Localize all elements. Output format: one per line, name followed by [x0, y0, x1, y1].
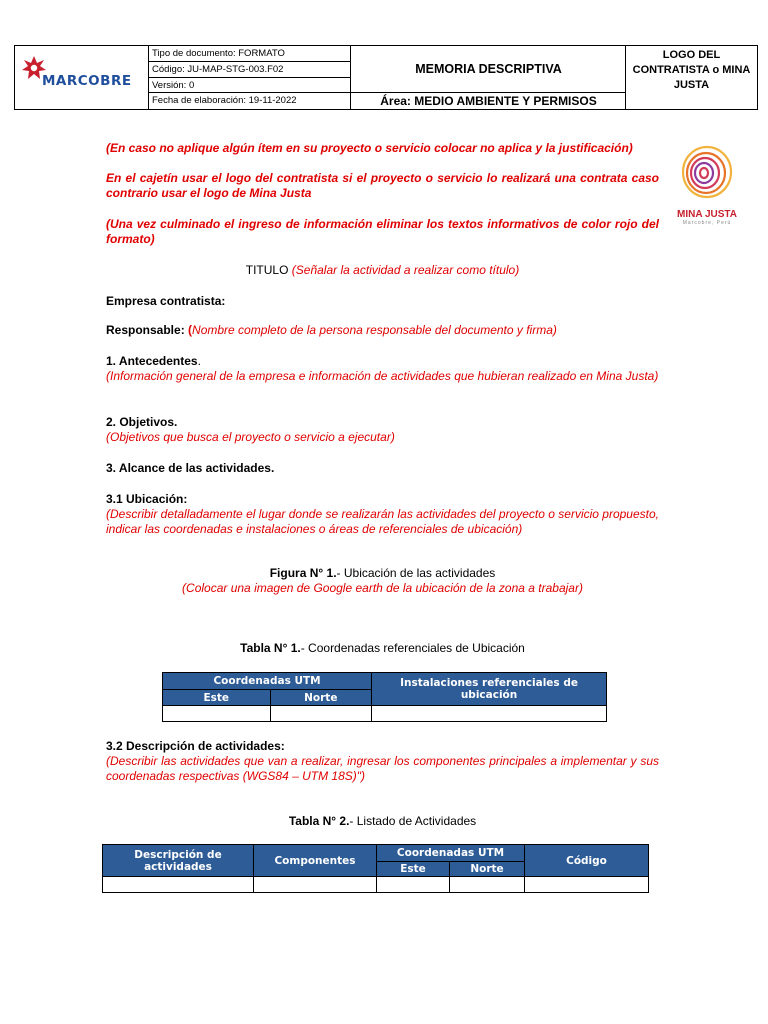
- titulo-hint: (Señalar la actividad a realizar como título): [291, 263, 520, 277]
- tabla1-header-norte: Norte: [270, 690, 372, 706]
- fingerprint-icon: [672, 142, 742, 204]
- contractor-logo-line1: LOGO DEL: [662, 49, 721, 61]
- antecedentes-heading: [106, 354, 659, 369]
- figura1-text: - Ubicación de las actividades: [336, 566, 496, 580]
- document-header: [14, 45, 758, 110]
- tabla1-header-este: Este: [163, 690, 271, 706]
- table-row: [163, 706, 607, 722]
- tabla2-header-norte: Norte: [450, 862, 525, 877]
- document-area: Área: MEDIO AMBIENTE Y PERMISOS: [380, 94, 597, 108]
- ubicacion-hint: (Describir detalladamente el lugar donde se realizarán las actividades del proyecto o servicio propuesto, indicar las coordenadas e instalaciones o áreas de referenciales de ubicación): [106, 507, 659, 536]
- tabla2-caption: [106, 814, 659, 828]
- mina-justa-wordmark: MINA JUSTA: [677, 209, 737, 220]
- empresa-label: Empresa contratista:: [106, 294, 226, 308]
- tabla1-cell-este[interactable]: [163, 706, 271, 722]
- doc-version: Versión: 0: [149, 78, 351, 94]
- tabla1-caption: [106, 641, 659, 655]
- antecedentes-hint: (Información general de la empresa e información de actividades que hubieran realizado en Mina Justa): [106, 369, 659, 383]
- marcobre-logo: [21, 54, 145, 94]
- marcobre-logo-cell: [15, 46, 149, 109]
- tabla2-header-este: Este: [377, 862, 450, 877]
- responsable-paren: (: [188, 323, 193, 337]
- alcance-title: 3. Alcance de las actividades.: [106, 461, 275, 475]
- contractor-logo-line2: CONTRATISTA o MINA: [632, 64, 751, 76]
- instruction-3: (Una vez culminado el ingreso de información eliminar los textos informativos de color rojo del formato): [106, 217, 659, 246]
- marcobre-wordmark: MARCOBRE: [42, 73, 132, 89]
- doc-type: Tipo de documento: FORMATO: [149, 46, 351, 62]
- figura1-label: Figura N° 1.: [269, 566, 337, 580]
- tabla2-header-utm: Coordenadas UTM: [377, 845, 525, 862]
- tabla2-cell-componentes[interactable]: [254, 877, 377, 893]
- doc-code: Código: JU-MAP-STG-003.F02: [149, 62, 351, 78]
- contractor-logo-line3: JUSTA: [673, 79, 710, 91]
- tabla2-label: Tabla N° 2.: [288, 814, 350, 828]
- tabla2-header-descripcion: Descripción de actividades: [103, 845, 254, 877]
- responsable-line: [106, 323, 659, 338]
- title-cell: [351, 46, 626, 109]
- antecedentes-dot: .: [197, 354, 201, 368]
- document-meta: [149, 46, 351, 109]
- tabla2-cell-codigo[interactable]: [525, 877, 649, 893]
- titulo-label: TITULO: [245, 263, 289, 277]
- instruction-1: (En caso no aplique algún ítem en su proyecto o servicio colocar no aplica y la justificación): [106, 141, 633, 155]
- figura1-hint: (Colocar una imagen de Google earth de la ubicación de la zona a trabajar): [182, 581, 583, 595]
- tabla1-header-utm: Coordenadas UTM: [163, 673, 372, 690]
- responsable-label: Responsable:: [106, 323, 185, 337]
- ubicacion-title: 3.1 Ubicación:: [106, 492, 188, 506]
- tabla2-cell-este[interactable]: [377, 877, 450, 893]
- tabla2-cell-descripcion[interactable]: [103, 877, 254, 893]
- tabla2-header-componentes: Componentes: [254, 845, 377, 877]
- tabla1-text: - Coordenadas referenciales de Ubicación: [300, 641, 525, 655]
- objetivos-title: 2. Objetivos.: [106, 415, 178, 429]
- figura1-caption: [106, 566, 659, 580]
- mina-justa-tagline: Marcobre, Perú: [682, 220, 732, 226]
- tabla1-header-instalaciones: Instalaciones referenciales de ubicación: [372, 673, 607, 706]
- tabla2-header-codigo: Código: [525, 845, 649, 877]
- tabla2-text: - Listado de Actividades: [349, 814, 477, 828]
- tabla1-label: Tabla N° 1.: [240, 641, 301, 655]
- tabla1-cell-norte[interactable]: [270, 706, 372, 722]
- descripcion-title: 3.2 Descripción de actividades:: [106, 739, 285, 753]
- mina-justa-logo: [672, 142, 742, 228]
- tabla1-cell-instalaciones[interactable]: [372, 706, 607, 722]
- contractor-logo-placeholder: [626, 46, 757, 109]
- table-row: [103, 877, 649, 893]
- responsable-hint: Nombre completo de la persona responsable del documento y firma): [192, 323, 557, 337]
- descripcion-hint: (Describir las actividades que van a realizar, ingresar los componentes principales a implementar y sus coordenadas respectivas (WGS84 – UTM 18S)"): [106, 754, 659, 783]
- objetivos-hint: (Objetivos que busca el proyecto o servicio a ejecutar): [106, 430, 395, 444]
- tabla1: [162, 672, 607, 722]
- tabla2: [102, 844, 649, 893]
- instruction-2: En el cajetín usar el logo del contratista si el proyecto o servicio lo realizará una contrata caso contrario usar el logo de Mina Justa: [106, 171, 659, 200]
- antecedentes-title: 1. Antecedentes: [106, 354, 198, 368]
- doc-date: Fecha de elaboración: 19-11-2022: [152, 95, 297, 107]
- tabla2-cell-norte[interactable]: [450, 877, 525, 893]
- document-title: MEMORIA DESCRIPTIVA: [351, 46, 626, 93]
- titulo-line: [106, 263, 659, 277]
